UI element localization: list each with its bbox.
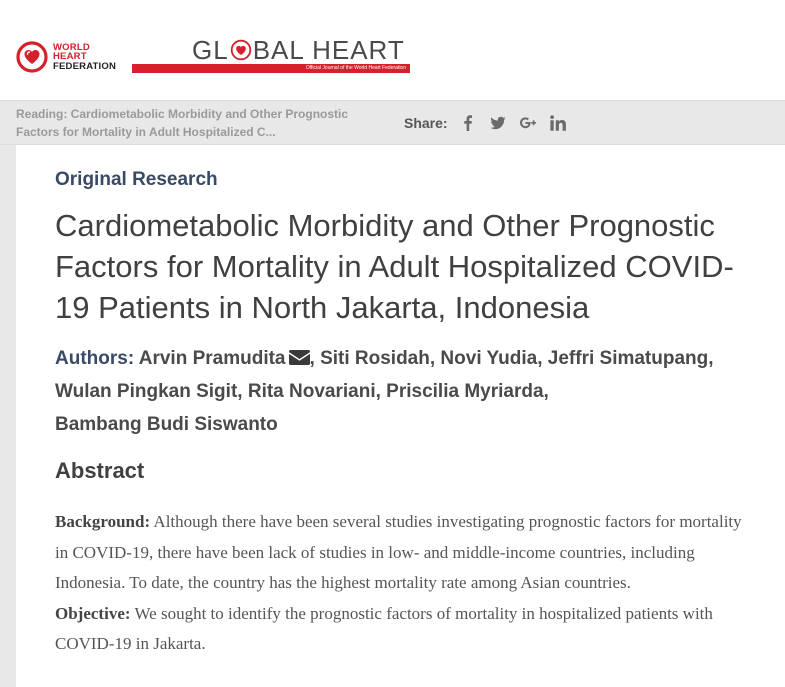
envelope-icon[interactable]: [289, 343, 310, 358]
background-label: Background:: [55, 512, 151, 531]
linkedin-icon[interactable]: [550, 115, 566, 131]
facebook-icon[interactable]: [460, 115, 476, 131]
journal-tagline: Official Journal of the World Heart Federation: [305, 65, 406, 71]
author-name[interactable]: Arvin Pramudita: [138, 348, 286, 369]
left-gutter: [0, 145, 16, 687]
abstract-heading: Abstract: [55, 458, 145, 483]
abstract-body: [55, 507, 745, 660]
whf-logo-line3: FEDERATION: [53, 60, 117, 72]
journal-logo-title-start: GL: [192, 34, 229, 65]
article-title: Cardiometabolic Morbidity and Other Prognostic Factors for Mortality in Adult Hospitalized COVID-19 Patients in North Jakarta, Indonesia: [55, 208, 734, 325]
site-header: [0, 0, 785, 100]
journal-logo-title-end: BAL HEART: [252, 34, 405, 65]
global-heart-journal-logo[interactable]: [132, 36, 410, 74]
author-name[interactable]: Priscilia Myriarda: [386, 381, 544, 402]
journal-logo-red-bar: [132, 64, 410, 73]
article-category[interactable]: Original Research: [55, 169, 218, 190]
objective-text: We sought to identify the prognostic factors of mortality in hospitalized patients with COVID-19 in Jakarta.: [55, 603, 713, 653]
heart-o-icon: [230, 39, 252, 61]
authors-list: Authors: Arvin Pramudita , Siti Rosidah, Novi Yudia, Jeffri Simatupang, Wulan Pingkan Sigit, Rita Novariani, Priscilia Myriarda, Bambang Budi Siswanto: [55, 342, 745, 441]
abstract-objective: [55, 599, 745, 660]
journal-logo-title: [192, 36, 405, 64]
author-name[interactable]: Jeffri Simatupang: [547, 348, 709, 369]
whf-logo-line1: WORLD: [53, 41, 90, 53]
author-name[interactable]: Siti Rosidah: [320, 348, 430, 369]
author-name[interactable]: Rita Novariani: [247, 381, 376, 402]
whf-logo-text: [53, 43, 116, 72]
heart-circle-icon: [15, 40, 49, 74]
reading-title[interactable]: Reading: Cardiometabolic Morbidity and Other Prognostic Factors for Mortality in Adult Hospitalized C...: [16, 107, 349, 139]
author-name[interactable]: Novi Yudia: [440, 348, 538, 369]
world-heart-federation-logo[interactable]: [15, 39, 125, 75]
abstract-background: [55, 507, 745, 599]
share-label: Share:: [404, 115, 448, 131]
twitter-icon[interactable]: [490, 115, 506, 131]
reading-bar: [0, 100, 785, 145]
author-name[interactable]: Bambang Budi Siswanto: [55, 414, 278, 435]
share-bar: [404, 101, 580, 145]
whf-logo-line2: HEART: [53, 51, 87, 63]
authors-label: Authors:: [55, 348, 135, 369]
google-plus-icon[interactable]: [520, 115, 536, 131]
author-name[interactable]: Wulan Pingkan Sigit: [55, 381, 238, 402]
objective-label: Objective:: [55, 603, 131, 623]
background-text: Although there have been several studies investigating prognostic factors for mortality in COVID-19, there have been lack of studies in low- and middle-income countries, including Indonesia. To date, the country has the highest mortality rate among Asian countries.: [55, 512, 742, 592]
